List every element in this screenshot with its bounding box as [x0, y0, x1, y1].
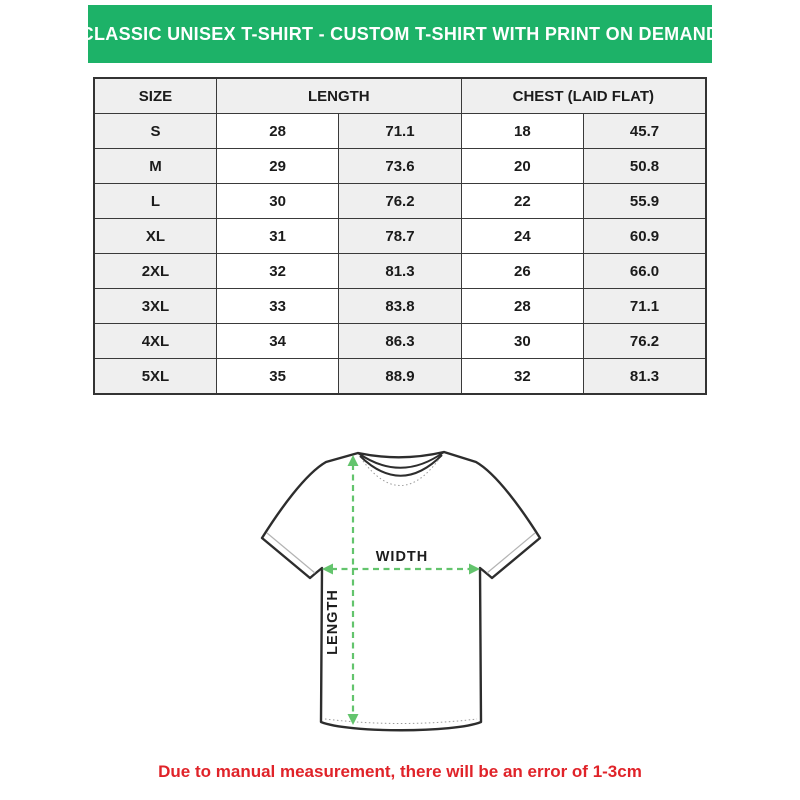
table-row-4xl	[94, 324, 706, 359]
size-cell: M	[94, 149, 216, 184]
length-in-cell: 33	[216, 289, 338, 324]
chest-in-cell: 24	[461, 219, 583, 254]
chest-in-cell: 26	[461, 254, 583, 289]
chest-in-cell: 20	[461, 149, 583, 184]
table-row-m	[94, 149, 706, 184]
chest-in-cell: 32	[461, 359, 583, 395]
chest-cm-cell: 66.0	[584, 254, 706, 289]
column-header-chest: CHEST (LAID FLAT)	[461, 78, 706, 114]
size-cell: 4XL	[94, 324, 216, 359]
chest-cm-cell: 60.9	[584, 219, 706, 254]
size-chart-container	[93, 77, 707, 395]
length-in-cell: 30	[216, 184, 338, 219]
size-cell: L	[94, 184, 216, 219]
length-in-cell: 34	[216, 324, 338, 359]
length-in-cell: 29	[216, 149, 338, 184]
table-row-5xl	[94, 359, 706, 395]
length-cm-cell: 73.6	[339, 149, 461, 184]
length-cm-cell: 88.9	[339, 359, 461, 395]
size-cell: XL	[94, 219, 216, 254]
chest-cm-cell: 55.9	[584, 184, 706, 219]
chest-in-cell: 30	[461, 324, 583, 359]
length-cm-cell: 71.1	[339, 114, 461, 149]
title-banner	[80, 5, 720, 63]
header-row	[94, 78, 706, 114]
length-in-cell: 31	[216, 219, 338, 254]
size-cell: 2XL	[94, 254, 216, 289]
size-cell: S	[94, 114, 216, 149]
tshirt-measurement-diagram	[245, 438, 557, 742]
length-in-cell: 28	[216, 114, 338, 149]
table-row-2xl	[94, 254, 706, 289]
chest-cm-cell: 71.1	[584, 289, 706, 324]
column-header-size: SIZE	[94, 78, 216, 114]
size-cell: 3XL	[94, 289, 216, 324]
measurement-disclaimer: Due to manual measurement, there will be an error of 1-3cm	[158, 762, 642, 781]
length-cm-cell: 83.8	[339, 289, 461, 324]
table-row-xl	[94, 219, 706, 254]
chest-in-cell: 22	[461, 184, 583, 219]
chest-in-cell: 28	[461, 289, 583, 324]
length-in-cell: 35	[216, 359, 338, 395]
length-label: LENGTH	[325, 589, 341, 655]
table-row-s	[94, 114, 706, 149]
chest-cm-cell: 76.2	[584, 324, 706, 359]
column-header-length: LENGTH	[216, 78, 461, 114]
length-cm-cell: 76.2	[339, 184, 461, 219]
size-chart-table	[93, 77, 707, 395]
table-row-l	[94, 184, 706, 219]
length-cm-cell: 78.7	[339, 219, 461, 254]
table-row-3xl	[94, 289, 706, 324]
width-label: WIDTH	[375, 549, 429, 565]
length-in-cell: 32	[216, 254, 338, 289]
chest-cm-cell: 50.8	[584, 149, 706, 184]
page-title: CLASSIC UNISEX T-SHIRT - CUSTOM T-SHIRT WITH PRINT ON DEMAND	[80, 23, 720, 44]
chest-cm-cell: 81.3	[584, 359, 706, 395]
size-cell: 5XL	[94, 359, 216, 395]
length-cm-cell: 86.3	[339, 324, 461, 359]
length-cm-cell: 81.3	[339, 254, 461, 289]
chest-cm-cell: 45.7	[584, 114, 706, 149]
chest-in-cell: 18	[461, 114, 583, 149]
tshirt-outline	[262, 452, 540, 730]
